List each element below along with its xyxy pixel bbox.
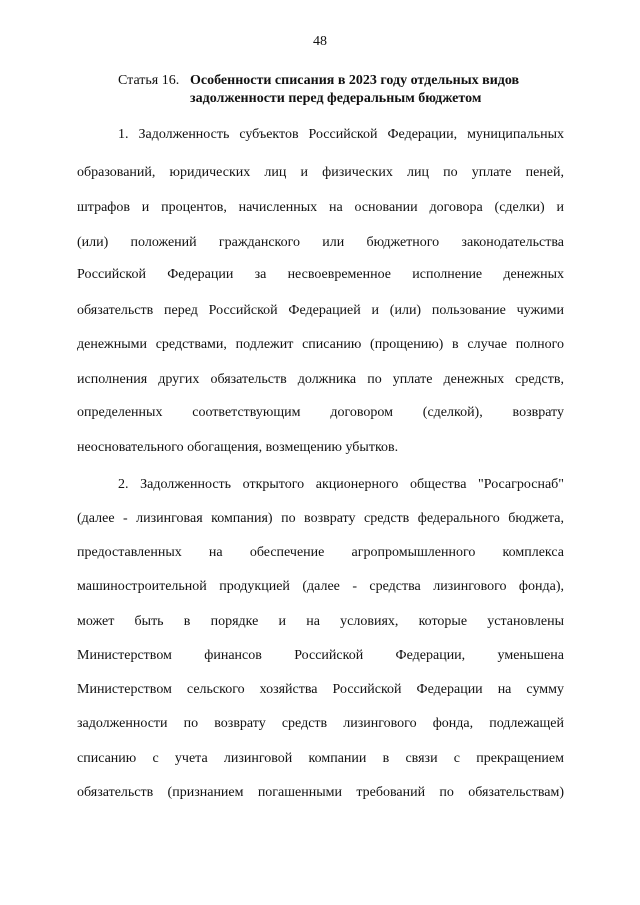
paragraph-1-line-1: 1. Задолженность субъектов Российской Федерации, муниципальных [118,127,564,142]
page-number: 48 [313,34,327,49]
article-title-line-2: задолженности перед федеральным бюджетом [190,91,482,106]
paragraph-2-line-1: 2. Задолженность открытого акционерного общества "Росагроснаб" [118,477,564,492]
paragraph-2-line-3: предоставленных на обеспечение агропромышленного комплекса [77,545,564,560]
paragraph-1-line-6: обязательств перед Российской Федерацией и (или) пользование чужими [77,303,564,318]
paragraph-2-line-6: Министерством финансов Российской Федерации, уменьшена [77,648,564,663]
paragraph-1-line-3: штрафов и процентов, начисленных на основании договора (сделки) и [77,200,564,215]
paragraph-2-line-2: (далее - лизинговая компания) по возврату средств федерального бюджета, [77,511,564,526]
paragraph-2-line-9: списанию с учета лизинговой компании в связи с прекращением [77,751,564,766]
paragraph-2-line-7: Министерством сельского хозяйства Российской Федерации на сумму [77,682,564,697]
paragraph-2-line-5: может быть в порядке и на условиях, которые установлены [77,614,564,629]
article-title-line-1: Особенности списания в 2023 году отдельных видов [190,73,520,88]
paragraph-1-line-4: (или) положений гражданского или бюджетного законодательства [77,235,564,250]
paragraph-2-line-8: задолженности по возврату средств лизингового фонда, подлежащей [77,716,564,731]
paragraph-1-line-5: Российской Федерации за несвоевременное исполнение денежных [77,267,564,282]
paragraph-2-line-10: обязательств (признанием погашенными требований по обязательствам) [77,785,564,800]
paragraph-1-line-2: образований, юридических лиц и физических лиц по уплате пеней, [77,165,564,180]
paragraph-1-line-7: денежными средствами, подлежит списанию (прощению) в случае полного [77,337,564,352]
paragraph-2-line-4: машиностроительной продукцией (далее - средства лизингового фонда), [77,579,564,594]
article-label: Статья 16. [118,73,180,88]
paragraph-1-line-10: неосновательного обогащения, возмещению убытков. [77,440,399,455]
paragraph-1-line-9: определенных соответствующим договором (сделкой), возврату [77,405,564,420]
article-heading [118,72,568,108]
paragraph-1-line-8: исполнения других обязательств должника по уплате денежных средств, [77,372,564,387]
